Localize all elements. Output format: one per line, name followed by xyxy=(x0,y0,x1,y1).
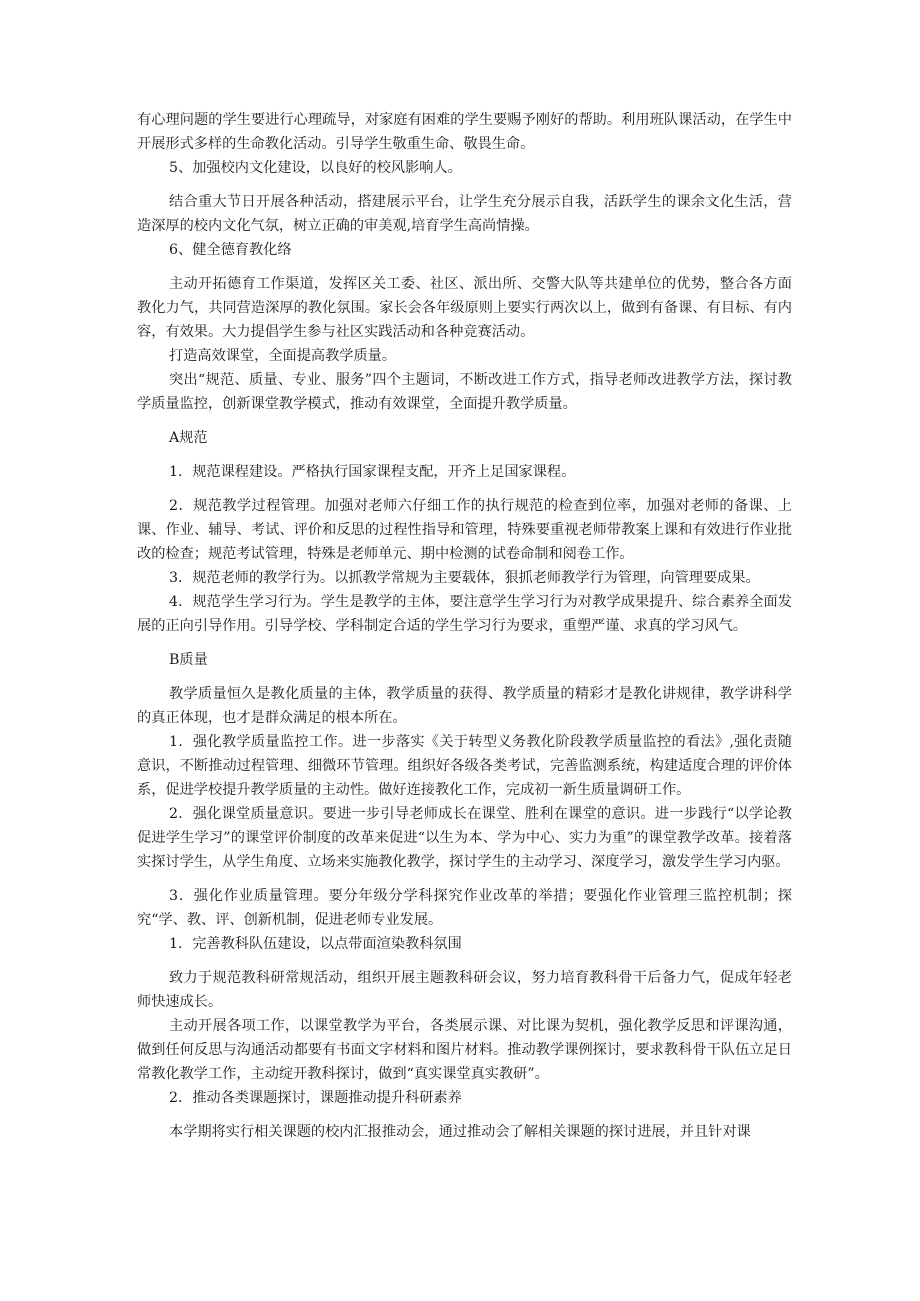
paragraph-3: 结合重大节日开展各种活动，搭建展示平台，让学生充分展示自我，活跃学生的课余文化生活，营造深厚的校内文化气氛，树立正确的审美观,培育学生高尚情操。 xyxy=(137,194,792,234)
item-b2: 2．强化课堂质量意识。要进一步引导老师成长在课堂、胜利在课堂的意识。进一步践行“以学论教促进学生学习”的课堂评价制度的改革来促进“以生为本、学为中心、实力为重”的课堂教学改革。接着落实探讨学生，从学生角度、立场来实施教化教学，探讨学生的主动学习、深度学习，激发学生学习内驱。 xyxy=(137,806,792,870)
document-page xyxy=(137,108,792,1144)
heading-c2-research: 2．推动各类课题探讨，课题推动提升科研素养 xyxy=(169,1090,462,1106)
heading-a-standard: A规范 xyxy=(169,430,208,446)
item-a2: 2．规范教学过程管理。加强对老师六仔细工作的执行规范的检查到位率，加强对老师的备课、上课、作业、辅导、考试、评价和反思的过程性指导和管理，特殊要重视老师带教案上课和有效进行作业批改的检查；规范考试管理，特殊是老师单元、期中检测的试卷命制和阅卷工作。 xyxy=(137,498,792,562)
paragraph-c1-b: 主动开展各项工作，以课堂教学为平台，各类展示课、对比课为契机，强化教学反思和评课沟通，做到任何反思与沟通活动都要有书面文字材料和图片材料。推动教学课例探讨，要求教科骨干队伍立足日常教化教学工作，主动绽开教科探讨，做到“真实课堂真实教研”。 xyxy=(137,1018,792,1082)
item-a3: 3．规范老师的教学行为。以抓教学常规为主要载体，狠抓老师教学行为管理，向管理要成果。 xyxy=(169,570,760,586)
heading-5-campus-culture: 5、加强校内文化建设，以良好的校风影响人。 xyxy=(169,160,462,176)
item-a1: 1．规范课程建设。严格执行国家课程支配，开齐上足国家课程。 xyxy=(169,464,576,480)
item-a4: 4．规范学生学习行为。学生是教学的主体，要注意学生学习行为对教学成果提升、综合素养全面发展的正向引导作用。引导学校、学科制定合适的学生学习行为要求，重塑严谨、求真的学习风气。 xyxy=(137,594,792,634)
heading-c1-team: 1．完善教科队伍建设，以点带面渲染教科氛围 xyxy=(169,936,462,952)
paragraph-c2-a: 本学期将实行相关课题的校内汇报推动会，通过推动会了解相关课题的探讨进展，并且针对课 xyxy=(169,1124,751,1140)
paragraph-6: 打造高效课堂，全面提高教学质量。 xyxy=(169,348,397,364)
item-b3: 3．强化作业质量管理。要分年级分学科探究作业改革的举措；要强化作业管理三监控机制；探究“学、教、评、创新机制，促进老师专业发展。 xyxy=(137,888,792,928)
paragraph-7: 突出“规范、质量、专业、服务”四个主题词，不断改进工作方式，指导老师改进教学方法，探讨教学质量监控，创新课堂教学模式，推动有效课堂，全面提升教学质量。 xyxy=(137,372,792,412)
heading-6-moral-education: 6、健全德育教化络 xyxy=(169,242,292,258)
paragraph-b-intro: 教学质量恒久是教化质量的主体，教学质量的获得、教学质量的精彩才是教化讲规律，教学讲科学的真正体现，也才是群众满足的根本所在。 xyxy=(137,686,792,726)
paragraph-5: 主动开拓德育工作渠道，发挥区关工委、社区、派出所、交警大队等共建单位的优势，整合各方面教化力气，共同营造深厚的教化氛围。家长会各年级原则上要实行两次以上，做到有备课、有目标、有内容，有效果。大力提倡学生参与社区实践活动和各种竞赛活动。 xyxy=(137,276,792,340)
heading-b-quality: B质量 xyxy=(169,652,208,668)
paragraph-c1-a: 致力于规范教科研常规活动，组织开展主题教科研会议，努力培育教科骨干后备力气，促成年轻老师快速成长。 xyxy=(137,970,792,1010)
paragraph-1: 有心理问题的学生要进行心理疏导，对家庭有困难的学生要赐予刚好的帮助。利用班队课活动，在学生中开展形式多样的生命教化活动。引导学生敬重生命、敬畏生命。 xyxy=(137,112,792,152)
item-b1: 1．强化教学质量监控工作。进一步落实《关于转型义务教化阶段教学质量监控的看法》,强化责随意识，不断推动过程管理、细微环节管理。组织好各级各类考试，完善监测系统，构建适度合理的评价体系，促进学校提升教学质量的主动性。做好连接教化工作，完成初一新生质量调研工作。 xyxy=(137,734,792,798)
